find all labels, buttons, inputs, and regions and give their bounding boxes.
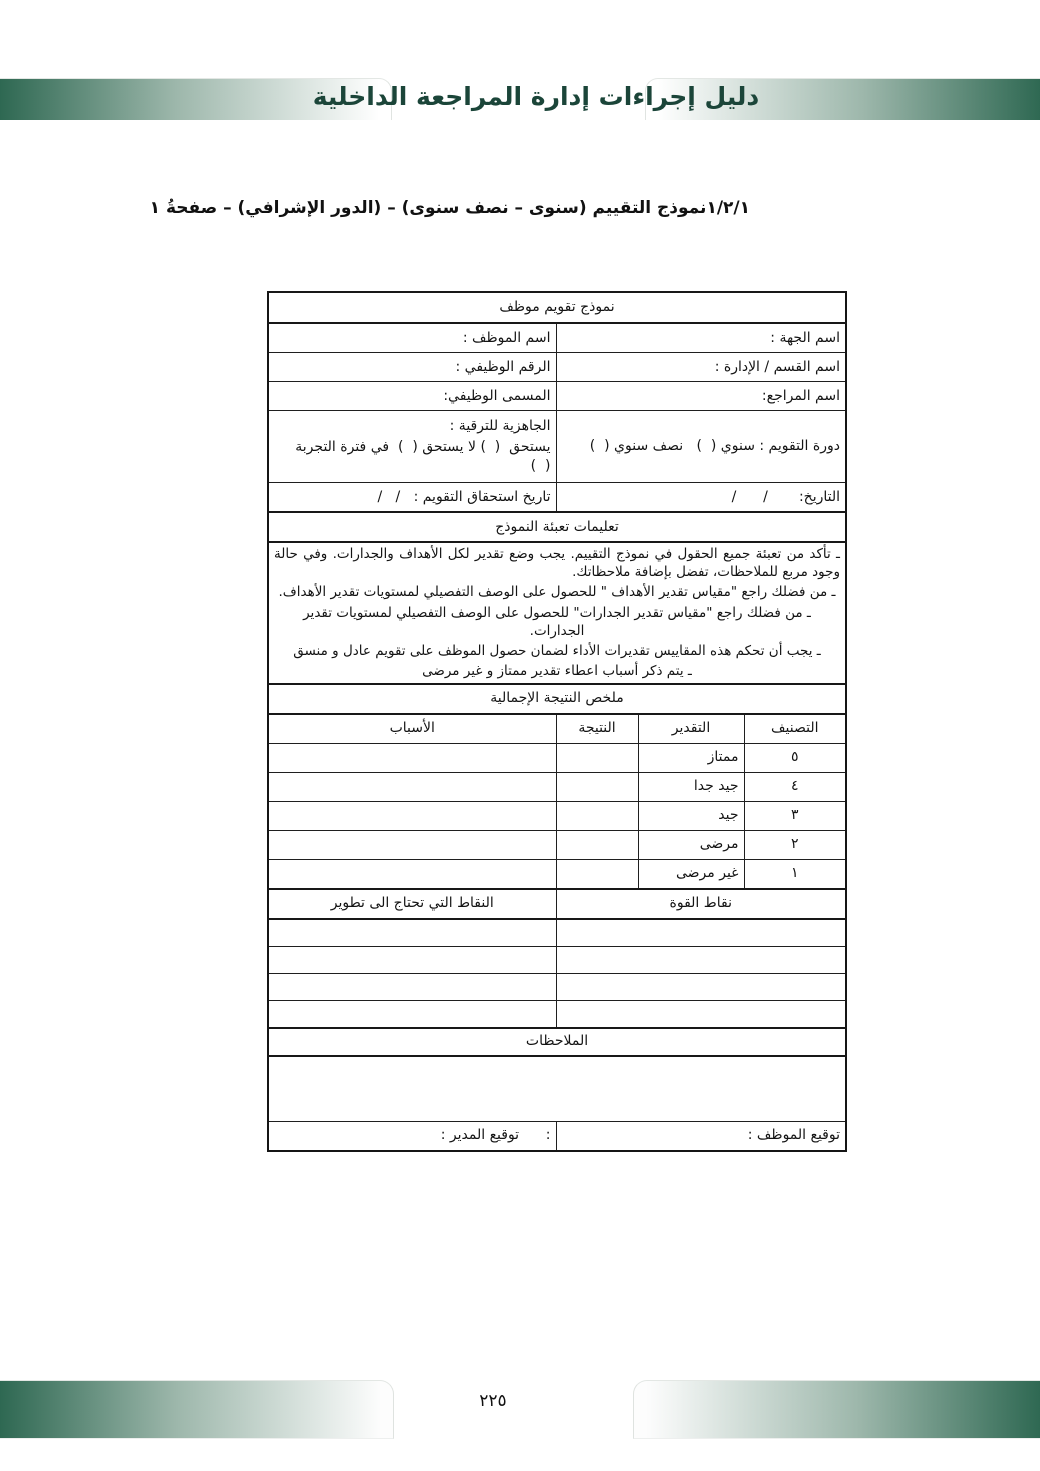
- rank-cell: ٣: [744, 801, 846, 830]
- reasons-cell-empty: [268, 772, 556, 801]
- evaluation-due-date-field: تاريخ استحقاق التقويم : / /: [268, 483, 556, 513]
- rating-cell: ممتاز: [638, 743, 744, 772]
- strengths-header: نقاط القوة: [556, 889, 846, 919]
- result-cell-empty: [556, 743, 638, 772]
- table-row: [268, 1000, 846, 1028]
- rank-cell: ٥: [744, 743, 846, 772]
- reasons-cell-empty: [268, 830, 556, 859]
- promotion-readiness-field: [268, 411, 556, 483]
- development-cell-empty: [268, 946, 556, 973]
- promotion-options: يستحق ( ) لا يستحق ( ) في فترة التجربة ( ): [295, 439, 551, 474]
- table-row: [268, 946, 846, 973]
- promotion-readiness-label: الجاهزية للترقية :: [449, 418, 551, 435]
- rating-cell: جيد جدا: [638, 772, 744, 801]
- table-row: [268, 859, 846, 889]
- column-header-rating: التقدير: [638, 714, 744, 744]
- reasons-cell-empty: [268, 801, 556, 830]
- reasons-cell-empty: [268, 859, 556, 889]
- reviewer-name-field: اسم المراجع:: [556, 382, 846, 411]
- table-row: [268, 973, 846, 1000]
- page-number: ٢٢٥: [479, 1391, 507, 1411]
- instruction-item: ـ يجب أن تحكم هذه المقاييس تقديرات الأداء لضمان حصول الموظف على تقويم عادل و منسق: [293, 643, 821, 660]
- footer-bar-left: [0, 1380, 394, 1439]
- employee-name-field: اسم الموظف :: [268, 323, 556, 353]
- department-field: اسم القسم / الإدارة :: [556, 353, 846, 382]
- evaluation-form-table: [267, 291, 847, 1152]
- notes-header: الملاحظات: [268, 1028, 846, 1056]
- table-row: [268, 743, 846, 772]
- strengths-cell-empty: [556, 973, 846, 1000]
- employee-signature-field: توقيع الموظف :: [556, 1121, 846, 1151]
- development-points-header: النقاط التي تحتاج الى تطوير: [268, 889, 556, 919]
- rating-cell: مرضى: [638, 830, 744, 859]
- rank-cell: ٢: [744, 830, 846, 859]
- rank-cell: ١: [744, 859, 846, 889]
- column-header-result: النتيجة: [556, 714, 638, 744]
- column-header-reasons: الأسباب: [268, 714, 556, 744]
- table-row: [268, 772, 846, 801]
- development-cell-empty: [268, 1000, 556, 1028]
- instruction-item: ـ يتم ذكر أسباب اعطاء تقدير ممتاز و غير مرضى: [422, 663, 692, 680]
- footer-bar-right: [633, 1380, 1040, 1439]
- strengths-cell-empty: [556, 946, 846, 973]
- instruction-item: ـ من فضلك راجع "مقياس تقدير الأهداف " للحصول على الوصف التفصيلي لمستويات تقدير الأهداف.: [278, 584, 836, 601]
- table-row: [268, 919, 846, 947]
- instructions-block: [268, 542, 846, 684]
- employee-number-field: الرقم الوظيفي :: [268, 353, 556, 382]
- instruction-item: ـ من فضلك راجع "مقياس تقدير الجدارات" للحصول على الوصف التفصيلي لمستويات تقدير الجدارات.: [303, 604, 811, 639]
- notes-box-empty: [268, 1056, 846, 1122]
- reasons-cell-empty: [268, 743, 556, 772]
- manual-title: دليل إجراءات إدارة المراجعة الداخلية: [312, 82, 760, 111]
- form-title: نموذج تقويم موظف: [268, 292, 846, 323]
- column-header-rank: التصنيف: [744, 714, 846, 744]
- section-title: ١/٢/١نموذج التقييم (سنوى – نصف سنوى) – (الدور الإشرافي) – صفحةُ ١: [149, 198, 750, 218]
- development-cell-empty: [268, 919, 556, 947]
- result-cell-empty: [556, 859, 638, 889]
- instructions-title: تعليمات تعبئة النموذج: [268, 512, 846, 542]
- summary-title: ملخص النتيجة الإجمالية: [268, 684, 846, 714]
- instruction-item: ـ تأكد من تعبئة جميع الحقول في نموذج التقييم. يجب وضع تقدير لكل الأهداف والجدارات. وفي حالة وجود مربع للملاحظات، تفضل بإضافة ملاحظاتك.: [274, 546, 840, 581]
- table-row: [268, 801, 846, 830]
- manager-signature-field: : توقيع المدير :: [268, 1121, 556, 1151]
- rating-cell: جيد: [638, 801, 744, 830]
- evaluation-cycle-field: دورة التقويم : سنوي ( ) نصف سنوي ( ): [556, 411, 846, 483]
- strengths-cell-empty: [556, 1000, 846, 1028]
- rank-cell: ٤: [744, 772, 846, 801]
- table-row: [268, 830, 846, 859]
- result-cell-empty: [556, 801, 638, 830]
- result-cell-empty: [556, 772, 638, 801]
- date-field: التاريخ: / /: [556, 483, 846, 513]
- job-title-field: المسمى الوظيفي:: [268, 382, 556, 411]
- strengths-cell-empty: [556, 919, 846, 947]
- result-cell-empty: [556, 830, 638, 859]
- development-cell-empty: [268, 973, 556, 1000]
- entity-name-field: اسم الجهة :: [556, 323, 846, 353]
- rating-cell: غير مرضى: [638, 859, 744, 889]
